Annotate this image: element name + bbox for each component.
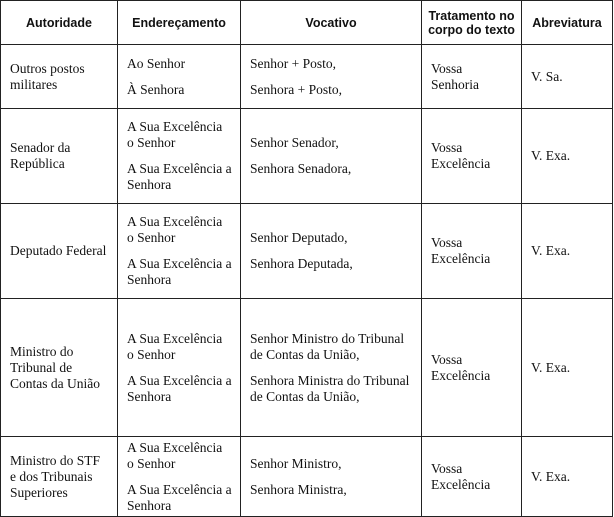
table-row (1, 109, 613, 204)
vocativo-feminine: Senhora Senadora, (250, 161, 352, 176)
enderecamento-feminine: A Sua Excelência a Senhora (127, 372, 232, 404)
cell-abreviatura: V. Exa. (522, 109, 613, 204)
enderecamento-feminine: À Senhora (127, 81, 185, 97)
cell-enderecamento (118, 437, 241, 517)
enderecamento-masculine: A Sua Excelência o Senhor (127, 330, 223, 362)
table-row (1, 437, 613, 517)
vocativo-feminine: Senhora Ministra do Tribunal de Contas da União, (250, 372, 410, 404)
vocativo-masculine: Senhor + Posto, (250, 55, 336, 71)
cell-autoridade: Outros postos militares (1, 45, 118, 109)
cell-autoridade: Senador da República (1, 109, 118, 204)
enderecamento-masculine: Ao Senhor (127, 55, 186, 71)
header-enderecamento: Endereçamento (118, 1, 241, 45)
cell-enderecamento (118, 204, 241, 299)
cell-vocativo (241, 299, 422, 437)
cell-autoridade: Ministro do Tribunal de Contas da União (1, 299, 118, 437)
cell-tratamento: Vossa Excelência (422, 204, 522, 299)
cell-enderecamento (118, 109, 241, 204)
enderecamento-masculine: A Sua Excelência o Senhor (127, 214, 223, 245)
enderecamento-masculine: A Sua Excelência o Senhor (127, 119, 223, 150)
vocativo-masculine: Senhor Ministro do Tribunal de Contas da União, (250, 330, 405, 362)
cell-tratamento: Vossa Excelência (422, 437, 522, 517)
header-abreviatura: Abreviatura (522, 1, 613, 45)
cell-abreviatura: V. Exa. (522, 299, 613, 437)
header-row (1, 1, 613, 45)
vocativo-feminine: Senhora + Posto, (250, 81, 342, 97)
vocativo-masculine: Senhor Ministro, (250, 455, 342, 471)
table-row (1, 299, 613, 437)
enderecamento-feminine: A Sua Excelência a Senhora (127, 481, 232, 513)
vocativo-masculine: Senhor Senador, (250, 135, 339, 150)
enderecamento-masculine: A Sua Excelência o Senhor (127, 439, 223, 471)
cell-tratamento: Vossa Excelência (422, 109, 522, 204)
cell-enderecamento (118, 299, 241, 437)
cell-autoridade: Deputado Federal (1, 204, 118, 299)
cell-abreviatura: V. Sa. (522, 45, 613, 109)
cell-autoridade: Ministro do STF e dos Tribunais Superiores (1, 437, 118, 517)
cell-abreviatura: V. Exa. (522, 204, 613, 299)
cell-tratamento: Vossa Senhoria (422, 45, 522, 109)
header-vocativo: Vocativo (241, 1, 422, 45)
vocativo-masculine: Senhor Deputado, (250, 230, 348, 245)
cell-tratamento: Vossa Excelência (422, 299, 522, 437)
header-autoridade: Autoridade (1, 1, 118, 45)
enderecamento-feminine: A Sua Excelência a Senhora (127, 256, 232, 287)
cell-vocativo (241, 109, 422, 204)
vocativo-feminine: Senhora Ministra, (250, 481, 347, 497)
cell-vocativo (241, 204, 422, 299)
table-row (1, 45, 613, 109)
table-row (1, 204, 613, 299)
cell-vocativo (241, 45, 422, 109)
cell-vocativo (241, 437, 422, 517)
cell-enderecamento (118, 45, 241, 109)
header-tratamento: Tratamento no corpo do texto (422, 1, 522, 45)
vocativo-feminine: Senhora Deputada, (250, 256, 353, 271)
cell-abreviatura: V. Exa. (522, 437, 613, 517)
enderecamento-feminine: A Sua Excelência a Senhora (127, 161, 232, 192)
